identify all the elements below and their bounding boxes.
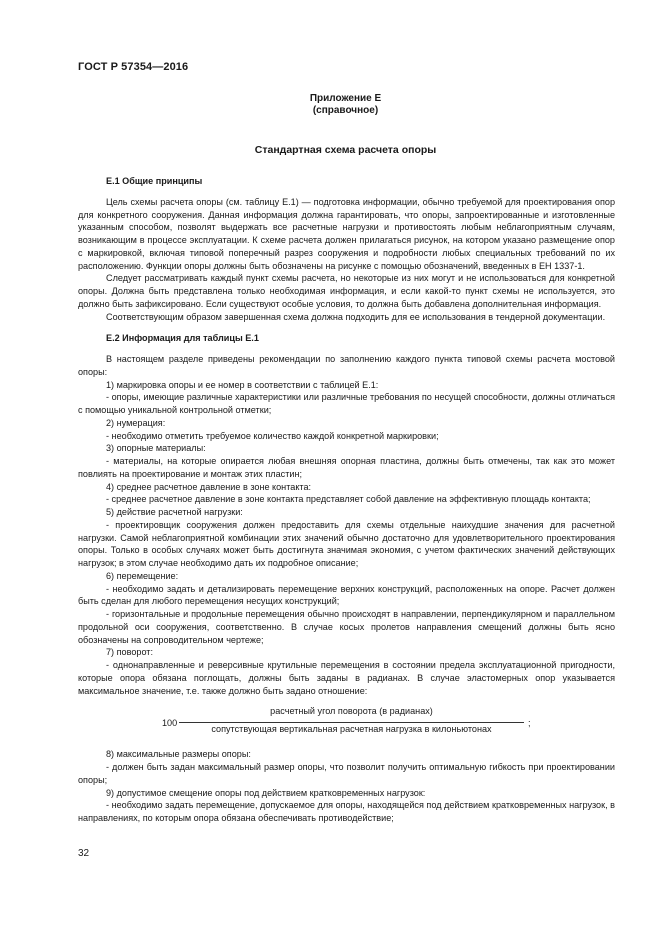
list-item-detail: - опоры, имеющие различные характеристики или различные требования по несущей способности, должны отличаться с помощью уникальной контрольной отметки;: [78, 392, 615, 415]
paragraph: Следует рассматривать каждый пункт схемы расчета, но некоторые из них могут и не использоваться для конкретной опоры. Должна быть представлена только необходимая информация, и если какой-то пункт схемы не используется, это должно быть зафиксировано. Если существуют особые условия, то должна быть добавлена дополнительная информация.: [78, 273, 615, 309]
formula-multiplier: 100: [162, 718, 178, 729]
ratio-formula: [78, 706, 615, 742]
list-item: 9) допустимое смещение опоры под действием кратковременных нагрузок:: [106, 787, 426, 798]
list-item-detail: - проектировщик сооружения должен предоставить для схемы отдельные наихудшие значения для расчетной нагрузки. Самой неблагоприятной комбинации этих значений обычно достаточно для удовлетворительного проектирования опоры. Только в особых случаях может быть достигнута значимая экономия, с учетом фактических значений действующих нагрузок; в этом случае необходимо дать их подробное описание;: [78, 519, 615, 568]
list-item-detail: - материалы, на которые опирается любая внешняя опорная пластина, должны быть отмечены, так как это может повлиять на проектирование и монтаж этих пластин;: [78, 456, 615, 479]
paragraph: Цель схемы расчета опоры (см. таблицу Е.1) — подготовка информации, обычно требуемой для проектирования опор для конкретного сооружения. Данная информация должна гарантировать, что опоры, запроектированные и изготовленные указанным способом, позволят выдержать все расчетные нагрузки и противостоять любым неблагоприятным случаям, возникающим в процессе эксплуатации. К схеме расчета должен прилагаться рисунок, на котором указано размещение опор с маркировкой, включая типовой поперечный разрез сооружения и подробности любых специальных требований по их расположению. Функции опоры должны быть обозначены на рисунке с помощью обозначений, введенных в ЕН 1337-1.: [78, 196, 615, 271]
list-item-detail: - необходимо отметить требуемое количество каждой конкретной маркировки;: [106, 430, 439, 441]
list-item: 7) поворот:: [106, 647, 153, 658]
list-item: 3) опорные материалы:: [106, 443, 206, 454]
appendix-subtitle: (справочное): [312, 105, 379, 116]
document-title: Стандартная схема расчета опоры: [254, 144, 437, 156]
formula-numerator: расчетный угол поворота (в радианах): [270, 706, 433, 717]
section-heading-e1: Е.1 Общие принципы: [106, 176, 203, 186]
list-item-detail: - среднее расчетное давление в зоне контакта представляет собой давление на эффективную площадь контакта;: [106, 494, 591, 505]
formula-suffix: ;: [528, 718, 531, 729]
list-item: 8) максимальные размеры опоры:: [106, 749, 251, 760]
list-item: 5) действие расчетной нагрузки:: [106, 507, 243, 517]
list-item: 4) среднее расчетное давление в зоне контакта:: [106, 481, 312, 492]
appendix-title: Приложение Е: [309, 93, 382, 104]
list-item: 1) маркировка опоры и ее номер в соответствии с таблицей Е.1:: [106, 379, 379, 390]
appendix-heading: [0, 93, 661, 117]
list-item: 2) нумерация:: [106, 417, 166, 428]
list-item: 6) перемещение:: [106, 570, 179, 581]
list-item-detail: - необходимо задать и детализировать перемещение верхних конструкций, расположенных на опоре. Расчет должен быть сделан для любого перемещения несущих конструкций;: [78, 583, 615, 607]
paragraph: Соответствующим образом завершенная схема должна подходить для ее использования в тендерной документации.: [106, 311, 606, 322]
document-body: [78, 175, 615, 825]
list-item-detail: - горизонтальные и продольные перемещения обычно происходят в направлении, перпендикулярном и параллельном продольной оси сооружения, соответственно. В случае косых пролетов направления смещений должны быть ясно обозначены на сопроводительном чертеже;: [78, 609, 615, 645]
formula-denominator: сопутствующая вертикальная расчетная нагрузка в килоньютонах: [211, 724, 492, 735]
page-number: 32: [78, 848, 90, 859]
standard-header: ГОСТ Р 57354—2016: [78, 61, 189, 73]
section-heading-e2: Е.2 Информация для таблицы Е.1: [106, 333, 259, 344]
list-item-detail: - должен быть задан максимальный размер опоры, что позволит получить оптимальную гибкость при проектировании опоры;: [78, 762, 615, 785]
list-item-detail: - необходимо задать перемещение, допускаемое для опоры, находящейся под действием кратковременных нагрузок, в направлениях, по которым опора обязана обеспечивать противодействие;: [78, 800, 615, 823]
list-item-detail: - однонаправленные и реверсивные крутильные перемещения в состоянии предела эксплуатационной пригодности, которые опора обязана поглощать, должны быть заданы в радианах. В случае эластомерных опор указывается максимальное значение, т.е. также должно быть задано отношение:: [78, 660, 615, 696]
paragraph: В настоящем разделе приведены рекомендации по заполнению каждого пункта типовой схемы расчета мостовой опоры:: [78, 354, 615, 377]
